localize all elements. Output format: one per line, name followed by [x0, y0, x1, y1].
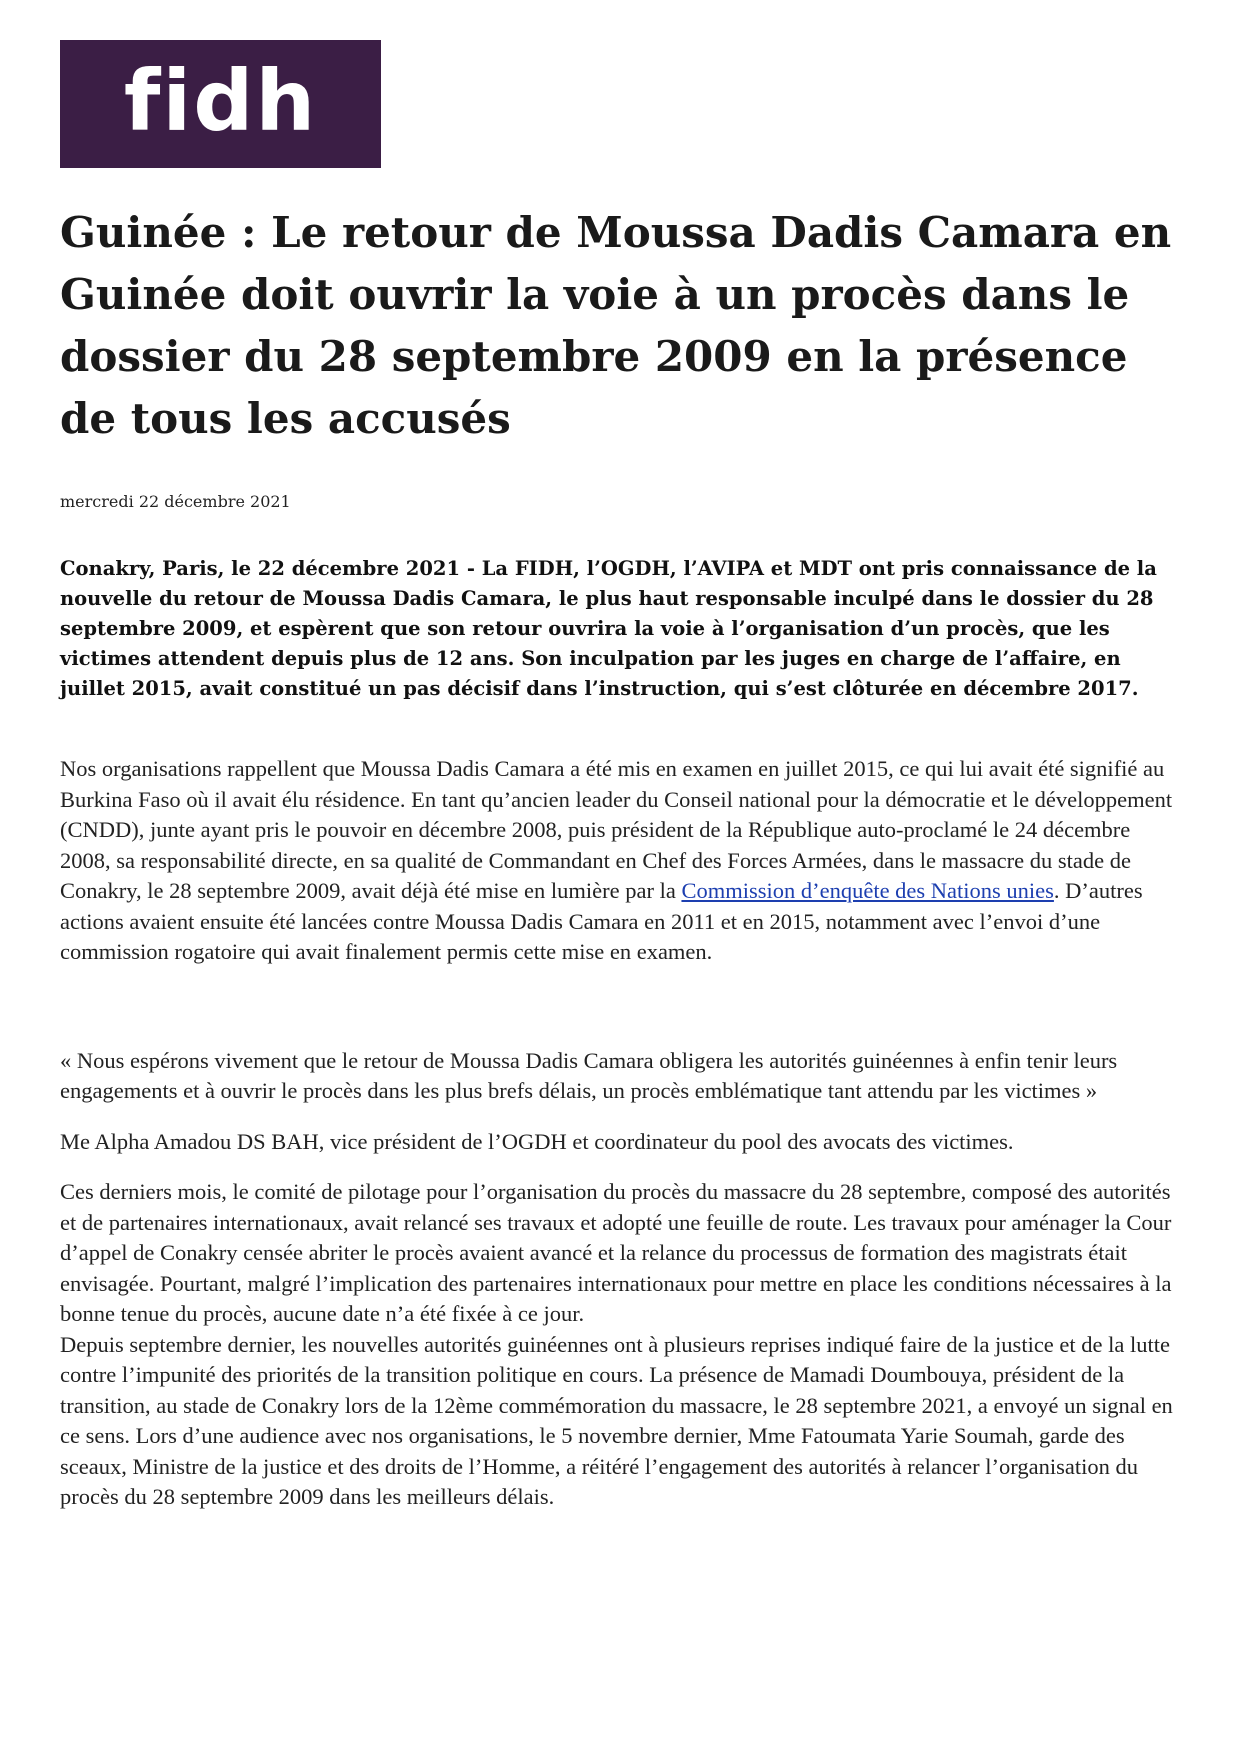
document-page — [60, 40, 1185, 1513]
paragraph-background — [60, 754, 1185, 968]
quote-paragraph: « Nous espérons vivement que le retour de Moussa Dadis Camara obligera les autorités guinéennes à enfin tenir leurs engagements et à ouvrir le procès dans les plus brefs délais, un procès emblématique tant attendu par les victimes » — [60, 1047, 1118, 1103]
fidh-logo — [60, 40, 381, 168]
logo-text: fidh — [123, 52, 318, 150]
paragraph-steering-committee: Ces derniers mois, le comité de pilotage pour l’organisation du procès du massacre du 28 septembre, composé des autorités et de partenaires internationaux, avait relancé ses travaux et adopté une feuille de route. Les travaux pour aménager la Cour d’appel de Conakry censée abriter le procès avaient avancé et la relance du processus de formation des magistrats était envisagée. Pourtant, malgré l’implication des partenaires internationaux pour mettre en place les conditions nécessaires à la bonne tenue du procès, aucune date n’a été fixée à ce jour. — [60, 1179, 1172, 1326]
article-title: Guinée : Le retour de Moussa Dadis Camara en Guinée doit ouvrir la voie à un procès dans le dossier du 28 septembre 2009 en la présence de tous les accusés — [60, 208, 1172, 443]
quote-attribution: Me Alpha Amadou DS BAH, vice président de l’OGDH et coordinateur du pool des avocats des victimes. — [60, 1128, 1014, 1154]
un-commission-link[interactable]: Commission d’enquête des Nations unies — [681, 878, 1054, 903]
article-date: mercredi 22 décembre 2021 — [60, 492, 291, 511]
paragraph-background-text-start: Nos organisations rappellent que Moussa Dadis Camara a été mis en examen en juillet 2015, ce qui lui avait été signifié au Burkina Faso où il avait élu résidence. En tant qu’ancien leader du Conseil national pour la démocratie et le développement (CNDD), junte ayant pris le pouvoir en décembre 2008, puis président de la République auto-proclamé le 24 décembre 2008, sa responsabilité directe, en sa qualité de Commandant en Chef des Forces Armées, dans le massacre du stade de Conakry, le 28 septembre 2009, avait déjà été mise en lumière par la — [60, 756, 1173, 903]
article-lead: Conakry, Paris, le 22 décembre 2021 - La FIDH, l’OGDH, l’AVIPA et MDT ont pris connaissance de la nouvelle du retour de Moussa Dadis Camara, le plus haut responsable inculpé dans le dossier du 28 septembre 2009, et espèrent que son retour ouvrira la voie à l’organisation d’un procès, que les victimes attendent depuis plus de 12 ans. Son inculpation par les juges en charge de l’affaire, en juillet 2015, avait constitué un pas décisif dans l’instruction, qui s’est clôturée en décembre 2017. — [60, 557, 1157, 700]
paragraph-background-text-end: . D’autres actions avaient ensuite été lancées contre Moussa Dadis Camara en 2011 et en 2015, notamment avec l’envoi d’une commission rogatoire qui avait finalement permis cette mise en examen. — [60, 878, 1143, 964]
paragraph-new-authorities: Depuis septembre dernier, les nouvelles autorités guinéennes ont à plusieurs reprises indiqué faire de la justice et de la lutte contre l’impunité des priorités de la transition politique en cours. La présence de Mamadi Doumbouya, président de la transition, au stade de Conakry lors de la 12ème commémoration du massacre, le 28 septembre 2021, a envoyé un signal en ce sens. Lors d’une audience avec nos organisations, le 5 novembre dernier, Mme Fatoumata Yarie Soumah, garde des sceaux, Ministre de la justice et des droits de l’Homme, a réitéré l’engagement des autorités à relancer l’organisation du procès du 28 septembre 2009 dans les meilleurs délais. — [60, 1331, 1173, 1509]
